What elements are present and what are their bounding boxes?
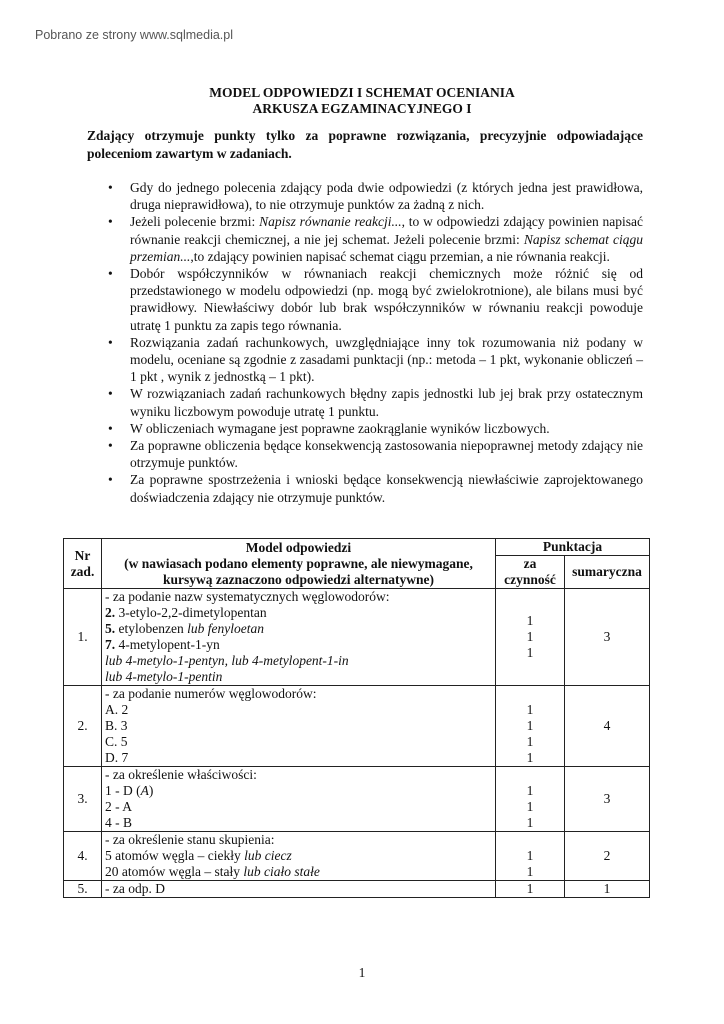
answer-line — [105, 637, 492, 653]
header-za-line: za — [523, 556, 537, 571]
header-za-czynnosc — [496, 556, 565, 589]
rule-item: • W rozwiązaniach zadań rachunkowych błędny zapis jednostki lub jej brak przy ostatecznym wyniku liczbowym powoduje utratę 1 punktu. — [108, 385, 643, 419]
answer-text: etylobenzen — [118, 621, 188, 636]
question-number: 2. — [64, 686, 102, 767]
answer-number: 2. — [105, 605, 116, 620]
answer-line: A. 2 — [105, 702, 129, 717]
answer-line — [105, 783, 492, 799]
answer-line: 2 - A — [105, 799, 132, 814]
answer-line: D. 7 — [105, 750, 129, 765]
table-header-row — [64, 539, 650, 556]
answer-alternative: lub fenyloetan — [187, 621, 264, 636]
table-row — [64, 686, 650, 767]
title-line-1: MODEL ODPOWIEDZI I SCHEMAT OCENIANIA — [209, 85, 515, 100]
question-number: 5. — [64, 881, 102, 898]
intro-paragraph: Zdający otrzymuje punkty tylko za poprawne rozwiązania, precyzyjnie odpowiadające poleceniom zawartym w zadaniach. — [87, 128, 643, 161]
points-value: 1 — [526, 734, 534, 749]
answer-line: - za podanie numerów węglowodorów: — [105, 686, 317, 701]
answer-model — [102, 881, 496, 898]
answer-text: 1 - D ( — [105, 783, 141, 798]
header-model-line: Model odpowiedzi — [245, 539, 352, 555]
page-number: 1 — [358, 965, 366, 980]
answer-text: 3-etylo-2,2-dimetylopentan — [118, 605, 267, 620]
table-row — [64, 589, 650, 686]
points-value: 1 — [526, 848, 534, 863]
points-value: 1 — [526, 750, 534, 765]
points-value: 1 — [526, 783, 534, 798]
points-value: 1 — [526, 613, 534, 628]
answer-line: - za odp. D — [105, 881, 165, 896]
question-number: 4. — [64, 832, 102, 881]
answer-line — [105, 621, 492, 637]
header-za-line: czynność — [504, 572, 556, 587]
rule-item: • Za poprawne spostrzeżenia i wnioski będące konsekwencją niewłaściwie zaprojektowanego doświadczenia zdający nie otrzymuje punktów. — [108, 471, 643, 505]
answer-line — [105, 848, 492, 864]
answer-line — [105, 864, 492, 880]
scoring-table — [63, 538, 650, 898]
points-per-step — [496, 589, 565, 686]
answer-text: ) — [148, 783, 154, 798]
answer-line: B. 3 — [105, 718, 128, 733]
header-nr-line: zad. — [70, 563, 95, 579]
answer-alternative: A — [140, 783, 149, 798]
points-value: 1 — [526, 645, 534, 660]
rule-text: ,to zdający powinien napisać schemat ciągu przemian, a nie równania reakcji. — [190, 248, 610, 264]
answer-model — [102, 589, 496, 686]
points-value: 1 — [526, 815, 534, 830]
question-number: 3. — [64, 767, 102, 832]
header-sumaryczna: sumaryczna — [565, 556, 650, 589]
answer-line — [105, 605, 492, 621]
points-per-step — [496, 767, 565, 832]
answer-alternative: lub 4-metylo-1-pentin — [105, 669, 223, 684]
watermark: Pobrano ze strony www.sqlmedia.pl — [35, 28, 234, 42]
header-model — [102, 539, 496, 589]
answer-line: C. 5 — [105, 734, 128, 749]
rule-item: • Dobór współczynników w równaniach reakcji chemicznych może różnić się od przedstawionego w modelu odpowiedzi (np. mogą być zwielokrotnione), ale bilans musi być prawidłowy. Niewłaściwy dobór lub brak współczynników w równaniu reakcji powoduje utratę 1 punktu za zapis tego równania. — [108, 265, 643, 334]
answer-line: - za określenie stanu skupienia: — [105, 832, 275, 847]
answer-alternative: lub ciecz — [244, 848, 292, 863]
grading-rules-list — [108, 179, 643, 506]
rule-item: • Rozwiązania zadań rachunkowych, uwzględniające inny tok rozumowania niż podany w modelu, oceniane są zgodnie z zasadami punktacji (np.: metoda – 1 pkt, wykonanie obliczeń – 1 pkt , wynik z jednostką – 1 pkt). — [108, 334, 643, 386]
rule-item: • W obliczeniach wymagane jest poprawne zaokrąglanie wyników liczbowych. — [108, 420, 643, 437]
rule-item — [108, 213, 643, 265]
document-title — [0, 85, 724, 117]
points-total: 1 — [565, 881, 650, 898]
question-number: 1. — [64, 589, 102, 686]
answer-alternative: lub ciało stałe — [243, 864, 320, 879]
points-value: 1 — [526, 864, 534, 879]
answer-text: 5 atomów węgla – ciekły — [105, 848, 245, 863]
points-per-step — [496, 686, 565, 767]
points-value: 1 — [526, 718, 534, 733]
answer-line: - za podanie nazw systematycznych węglowodorów: — [105, 589, 390, 604]
table-row — [64, 832, 650, 881]
points-per-step: 1 — [496, 881, 565, 898]
answer-number: 5. — [105, 621, 116, 636]
answer-number: 7. — [105, 637, 116, 652]
answer-model — [102, 686, 496, 767]
answer-text: 4-metylopent-1-yn — [118, 637, 220, 652]
points-value: 1 — [526, 629, 534, 644]
answer-model — [102, 767, 496, 832]
answer-alternative: lub 4-metylo-1-pentyn, lub 4-metylopent-1-in — [105, 653, 349, 668]
answer-line: - za określenie właściwości: — [105, 767, 257, 782]
rule-text: , to w odpowiedzi zdający powinien napisać równanie reakcji chemicznej, a nie jej schemat. Jeżeli polecenie brzmi: — [130, 214, 643, 247]
rule-italic: Napisz schemat ciągu przemian... — [130, 231, 643, 264]
points-per-step — [496, 832, 565, 881]
header-nr — [64, 539, 102, 589]
title-line-2: ARKUSZA EGZAMINACYJNEGO I — [252, 101, 472, 116]
points-total: 2 — [565, 832, 650, 881]
points-total: 3 — [565, 589, 650, 686]
header-model-line: (w nawiasach podano elementy poprawne, ale niewymagane, — [124, 555, 473, 571]
points-total: 3 — [565, 767, 650, 832]
rule-item: • Gdy do jednego polecenia zdający poda dwie odpowiedzi (z których jedna jest prawidłowa, druga nieprawidłowa), to nie otrzymuje punktów za żadną z nich. — [108, 179, 643, 213]
table-row — [64, 767, 650, 832]
answer-model — [102, 832, 496, 881]
answer-text: 20 atomów węgla – stały — [105, 864, 244, 879]
rule-text: Jeżeli polecenie brzmi: — [130, 214, 260, 230]
header-model-line: kursywą zaznaczono odpowiedzi alternatywne) — [162, 571, 435, 587]
points-total: 4 — [565, 686, 650, 767]
rule-italic: Napisz równanie reakcji... — [259, 214, 402, 230]
points-value: 1 — [526, 702, 534, 717]
rule-item: • Za poprawne obliczenia będące konsekwencją zastosowania niepoprawnej metody zdający nie otrzymuje punktów. — [108, 437, 643, 471]
points-value: 1 — [526, 799, 534, 814]
answer-line: 4 - B — [105, 815, 132, 830]
table-row — [64, 881, 650, 898]
header-punktacja: Punktacja — [496, 539, 650, 556]
header-nr-line: Nr — [74, 547, 91, 563]
